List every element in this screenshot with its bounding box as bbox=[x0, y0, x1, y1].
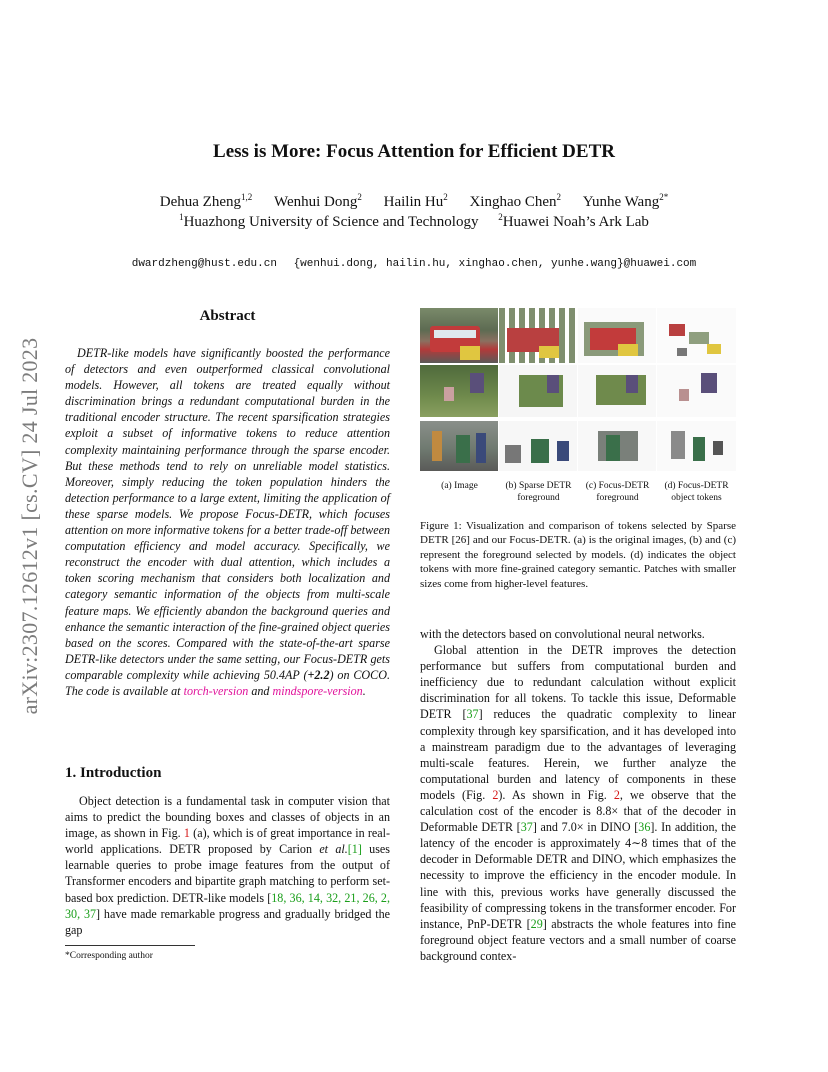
citation[interactable]: 36 bbox=[638, 820, 651, 835]
affiliation: $^2$Huawei Noah’s Ark Lab bbox=[498, 212, 649, 230]
fig-sparse-field bbox=[499, 365, 577, 417]
figure-ref[interactable]: 2 bbox=[613, 787, 620, 802]
arxiv-id: arXiv:2307.12612v1 [cs.CV] 24 Jul 2023 bbox=[17, 337, 42, 715]
fig-focus-players bbox=[578, 421, 656, 471]
figure-1-grid bbox=[420, 308, 736, 468]
figure-ref[interactable]: 2 bbox=[492, 787, 499, 802]
fig-image-bus bbox=[420, 308, 498, 363]
citation[interactable]: 37 bbox=[520, 820, 533, 835]
citation[interactable]: [1] bbox=[347, 842, 362, 857]
abstract-text: DETR-like models have significantly boosted the performance of detectors and even outperformed classical convolutional models. However, all tokens are treated equally without discrimination brings a redundant computational burden in the traditional encoder structure. The recent sparsification strategies exploit a subset of informative tokens to reduce attention complexity maintaining performance through the sparse encoder. But these methods tend to rely on unreliable model statistics. Moreover, simply reducing the token population hinders the detection performance to a large extent, limiting the application of these sparse models. We propose Focus-DETR, which focuses attention on more informative tokens for a better trade-off between computation efficiency and model accuracy. Specifically, we reconstruct the encoder with dual attention, which includes a token scoring mechanism that considers both localization and category semantic information of the objects from multi-scale feature maps. We efficiently abandon the background queries and enhance the semantic interaction of the fine-grained object queries based on the scores. Compared with the state-of-the-art sparse DETR-like detectors under the same setting, our Focus-DETR gets comparable complexity while achieving 50.4AP (+2.2) on COCO. The code is available at torch-version and mindspore-version. bbox=[65, 346, 390, 698]
fig-sparse-players bbox=[499, 421, 577, 471]
author-list bbox=[0, 194, 828, 211]
author: Wenhui Dong$^2$ bbox=[274, 192, 362, 210]
fig-focus-bus bbox=[578, 308, 656, 363]
citation[interactable]: 37 bbox=[466, 707, 479, 722]
paper-title: Less is More: Focus Attention for Efficient DETR bbox=[213, 141, 615, 162]
author: Yunhe Wang$^{2*}$ bbox=[582, 192, 669, 210]
email: {wenhui.dong, hailin.hu, xinghao.chen, yunhe.wang}@huawei.com bbox=[293, 258, 697, 270]
abstract-heading: Abstract bbox=[199, 308, 256, 324]
citation-list[interactable]: 18, 36, 14, 32, 21, 26, 2, 30, 37 bbox=[65, 890, 390, 921]
author-emails bbox=[0, 258, 828, 270]
author: Xinghao Chen$^2$ bbox=[469, 192, 562, 210]
figure-ref[interactable]: 1 bbox=[183, 826, 190, 841]
figure-sublabels bbox=[420, 480, 736, 506]
mindspore-version-link[interactable]: mindspore-version bbox=[272, 683, 363, 698]
affiliation: $^1$Huazhong University of Science and Technology bbox=[179, 212, 479, 230]
footnote: *Corresponding author bbox=[65, 951, 153, 961]
fig-image-players bbox=[420, 421, 498, 471]
fig-object-players bbox=[657, 421, 736, 471]
ap-gain: +2.2 bbox=[307, 667, 330, 682]
sublabel-a: (a) Image bbox=[441, 481, 478, 491]
paragraph: Global attention in the DETR improves the detection performance but suffers from computational burden and inefficiency due to redundant calculation without explicit discrimination for all tokens. To tackle this issue, Deformable DETR [37] reduces the quadratic complexity to linear complexity through key sparsification, and it has developed into a mainstream paradigm due to the advantages of leveraging multi-scale features. Herein, we further analyze the computational burden and latency of components in these models (Fig. 2). As shown in Fig. 2, we observe that the calculation cost of the encoder is 8.8× that of the decoder in Deformable DETR [37] and 7.0× in DINO [36]. In addition, the latency of the encoder is approximately 4∼8 times that of the decoder in Deformable DETR and DINO, which emphasizes the necessity to improve the efficiency in the encoder module. In line with this, previous works have generally discussed the feasibility of compressing tokens in the transformer encoder. For instance, PnP-DETR [29] abstracts the whole features into fine foreground object feature vectors and a small number of coarse background contex- bbox=[420, 643, 736, 963]
right-column-text bbox=[420, 626, 736, 964]
sublabel-c: (c) Focus-DETR foreground bbox=[585, 481, 650, 503]
torch-version-link[interactable]: torch-version bbox=[183, 683, 249, 698]
affiliation-list bbox=[0, 214, 828, 231]
footnote-rule bbox=[65, 945, 195, 946]
sublabel-b: (b) Sparse DETR foreground bbox=[505, 481, 572, 503]
section-heading-introduction: 1. Introduction bbox=[65, 765, 162, 781]
author: Dehua Zheng$^{1,2}$ bbox=[159, 192, 253, 210]
introduction-paragraph: Object detection is a fundamental task in computer vision that aims to predict the bounding boxes and classes of objects in an image, as shown in Fig. 1 (a), which is of great importance in real-world applications. DETR proposed by Carion et al.[1] uses learnable queries to probe image features from the output of Transformer encoders and bipartite graph matching to perform set-based box prediction. DETR-like models [18, 36, 14, 32, 21, 26, 2, 30, 37] have made remarkable progress and gradually bridged the gap bbox=[65, 794, 390, 937]
fig-sparse-bus bbox=[499, 308, 577, 363]
fig-object-bus bbox=[657, 308, 736, 363]
arxiv-watermark bbox=[10, 295, 50, 757]
email: dwardzheng@hust.edu.cn bbox=[131, 258, 277, 270]
fig-object-field bbox=[657, 365, 736, 417]
fig-image-field bbox=[420, 365, 498, 417]
paragraph: with the detectors based on convolutional neural networks. bbox=[420, 627, 705, 641]
fig-focus-field bbox=[578, 365, 656, 417]
author: Hailin Hu$^2$ bbox=[383, 192, 448, 210]
figure-1-caption: Figure 1: Visualization and comparison of tokens selected by Sparse DETR [26] and our Focus-DETR. (a) is the original images, (b) and (c) represent the foreground selected by models. (d) indicates the object tokens with more fine-grained category semantic. Patches with smaller sizes come from higher-level features. bbox=[420, 520, 736, 590]
citation[interactable]: 29 bbox=[530, 916, 543, 931]
sublabel-d: (d) Focus-DETR object tokens bbox=[664, 481, 729, 503]
